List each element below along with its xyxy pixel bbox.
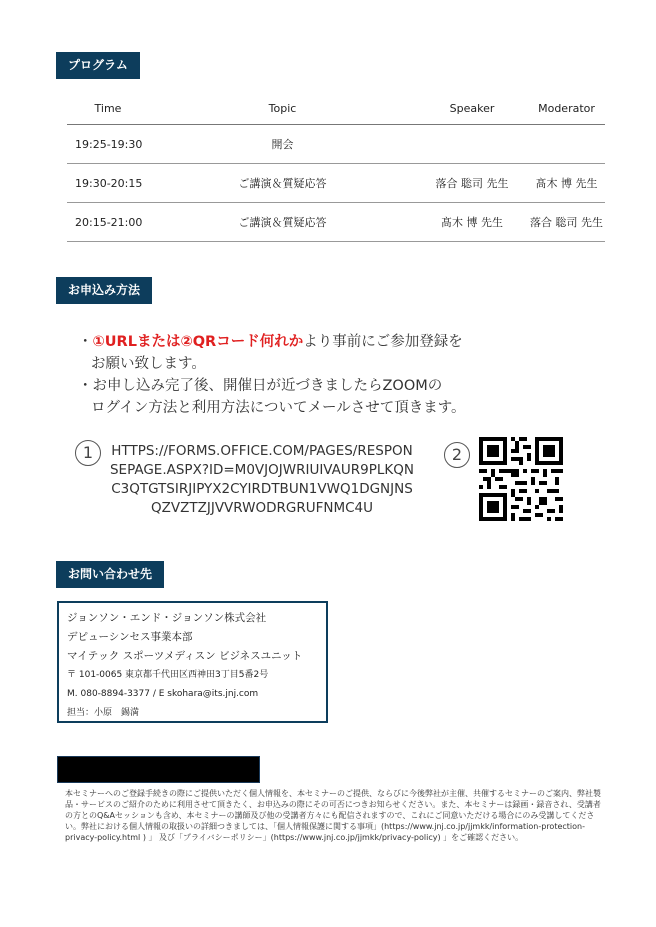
table-row [67, 164, 605, 203]
application-highlight: ①URLまたは②QRコード何れか [92, 334, 304, 350]
application-line-4: ログイン方法と利用方法についてメールさせて頂きます。 [91, 400, 466, 416]
row-speaker [416, 125, 528, 164]
contact-unit: マイテック スポーツメディスン ビジネスユニット [67, 650, 303, 662]
redacted-block [57, 756, 260, 783]
table-row [67, 125, 605, 164]
contact-phone-email[interactable]: M. 080-8894-3377 / E skohara@its.jnj.com [67, 689, 259, 699]
registration-url[interactable]: HTTPS://FORMS.OFFICE.COM/PAGES/RESPONSEPAGE.ASPX?ID=M0VJOJWRIUIVAUR9PLKQNC3QTGTSIRJIPYX2CYIRDTBUN1VWQ1DGNJNSQZVZTZJJVVRWODRGRUFNMC4U [109, 443, 415, 516]
row-speaker: 髙木 博 先生 [416, 203, 528, 242]
privacy-notice: 本セミナーへのご登録手続きの際にご提供いただく個人情報を、本セミナーのご提供、ならびに今後弊社が主催、共催するセミナーのご案内、弊社製品・サービスのご紹介のために利用させて頂きたく、お申込みの際にその可否につきお知らせください。また、本セミナーは録画・録音され、受講者の方とのQ&Aセッションも含め、本セミナーの講師及び他の受講者方々にも配信されますので、これにご同意いただける場合にのみ受講してください。弊社における個人情報の取扱いの詳細つきましては、「個人情報保護に関する事項」(https://www.jnj.co.jp/jjmkk/information-protection-privacy-policy.html ) 」 及び「プライバシーポリシー」(https://www.jnj.co.jp/jjmkk/privacy-policy) 」をご確認ください。 [65, 789, 601, 842]
column-header-moderator: Moderator [528, 92, 605, 125]
circled-number-1: 1 [75, 440, 101, 466]
column-header-speaker: Speaker [416, 92, 528, 125]
contact-header: お問い合わせ先 [56, 561, 164, 588]
column-header-topic: Topic [149, 92, 416, 125]
circled-number-2: 2 [444, 442, 470, 468]
row-moderator: 落合 聡司 先生 [528, 203, 605, 242]
row-time: 20:15-21:00 [67, 203, 149, 242]
program-table [67, 92, 605, 242]
application-line-2: お願い致します。 [91, 356, 206, 372]
application-header: お申込み方法 [56, 277, 152, 304]
application-line-1-rest: より事前にご参加登録を [303, 334, 463, 350]
row-speaker: 落合 聡司 先生 [416, 164, 528, 203]
program-header: プログラム [56, 52, 140, 79]
row-topic: 開会 [149, 125, 416, 164]
application-line-1 [78, 331, 463, 353]
table-header-row [67, 92, 605, 125]
application-line-3: ・お申し込み完了後、開催日が近づきましたらZOOMの [78, 378, 443, 394]
row-moderator: 髙木 博 先生 [528, 164, 605, 203]
table-row [67, 203, 605, 242]
row-time: 19:25-19:30 [67, 125, 149, 164]
column-header-time: Time [67, 92, 149, 125]
row-topic: ご講演＆質疑応答 [149, 203, 416, 242]
contact-dept: デピューシンセス事業本部 [67, 631, 193, 643]
row-moderator [528, 125, 605, 164]
row-topic: ご講演＆質疑応答 [149, 164, 416, 203]
bullet: ・ [78, 334, 93, 350]
contact-box [57, 601, 328, 723]
contact-person: 担当：小原 錫満 [67, 708, 140, 718]
row-time: 19:30-20:15 [67, 164, 149, 203]
qr-code-icon[interactable] [479, 437, 563, 521]
contact-address: 〒 101-0065 東京都千代田区西神田3丁目5番2号 [67, 670, 269, 680]
contact-company: ジョンソン・エンド・ジョンソン株式会社 [67, 612, 267, 624]
